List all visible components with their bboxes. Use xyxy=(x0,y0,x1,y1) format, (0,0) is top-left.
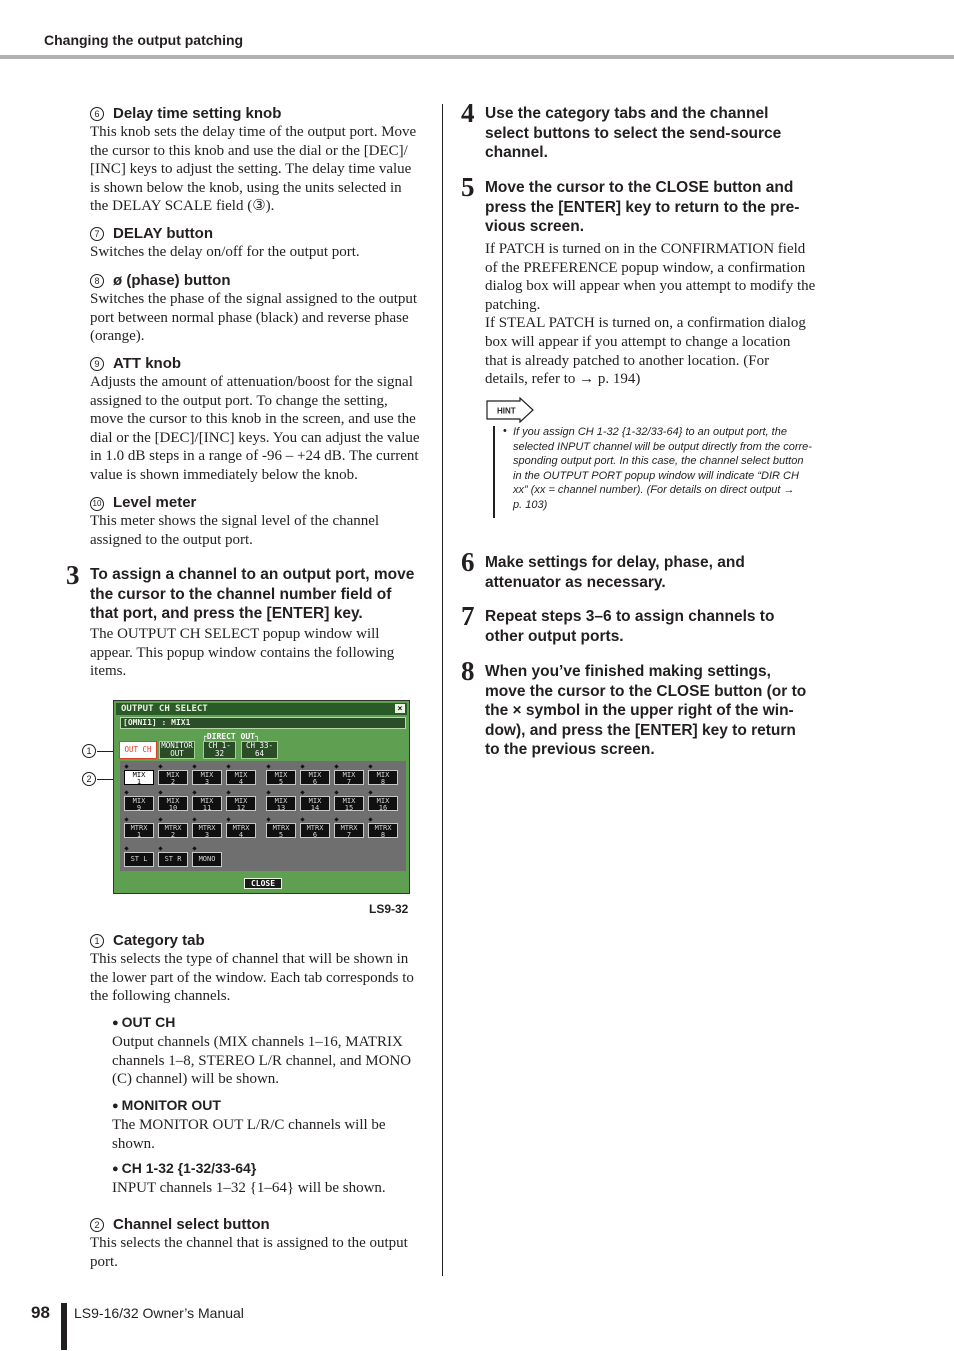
bullet-title: ● OUT CH xyxy=(112,1013,432,1032)
channel-dot xyxy=(124,764,128,768)
channel-select-button[interactable]: MIX 3 xyxy=(192,770,222,785)
step-3-title xyxy=(90,565,435,624)
item-title: Category tab xyxy=(113,932,205,949)
text-line: [INC] keys to adjust the setting. The delay time value xyxy=(90,161,412,178)
item-body xyxy=(90,950,430,1006)
channel-select-button[interactable]: MIX 2 xyxy=(158,770,188,785)
step-8-title xyxy=(485,662,825,760)
text-line: to the previous screen. xyxy=(485,741,655,758)
figure-caption: LS9-32 xyxy=(369,902,409,916)
item-1 xyxy=(90,931,430,1006)
text-line: the cursor to this knob and use the dial or the [DEC]/ xyxy=(90,142,408,159)
page-number: 98 xyxy=(31,1303,50,1322)
item-number: 1 xyxy=(90,934,104,948)
text-line: shown. xyxy=(112,1135,155,1152)
step-3-number: 3 xyxy=(66,560,80,590)
text-line: port. xyxy=(90,1253,118,1270)
step-4-title xyxy=(485,104,825,163)
window-title: OUTPUT CH SELECT xyxy=(116,703,407,715)
text-line: sponding output port. In this case, the channel select button xyxy=(513,455,804,468)
channel-dot xyxy=(192,846,196,850)
text-line: This meter shows the signal level of the channel xyxy=(90,513,380,529)
channel-dot xyxy=(124,817,128,821)
text-line: assigned to the output port. xyxy=(90,531,253,548)
channel-dot xyxy=(192,817,196,821)
channel-dot xyxy=(124,846,128,850)
step-3-body xyxy=(90,625,430,681)
item-number: 7 xyxy=(90,227,104,241)
text-line: INPUT channels 1–32 {1–64} will be shown. xyxy=(112,1180,386,1196)
text-line: Switches the phase of the signal assigned to the output xyxy=(90,291,418,307)
text-line: If STEAL PATCH is turned on, a confirmation dialog xyxy=(485,315,806,332)
item-body xyxy=(90,123,430,216)
channel-select-button[interactable]: MIX 10 xyxy=(158,796,188,811)
step-7-title xyxy=(485,607,825,646)
tab-out-ch[interactable]: OUT CH xyxy=(119,741,157,759)
item-number: 10 xyxy=(90,497,104,511)
channel-dot xyxy=(158,764,162,768)
step-4-number: 4 xyxy=(461,98,475,128)
text-line: vious screen. xyxy=(485,218,585,235)
channel-select-button[interactable]: MTRX 6 xyxy=(300,823,330,838)
text-line: dow), and press the [ENTER] key to return xyxy=(485,721,796,739)
channel-dot xyxy=(158,846,162,850)
channel-dot xyxy=(158,790,162,794)
text-line: The OUTPUT CH SELECT popup window will xyxy=(90,626,380,642)
text-line: Switches the delay on/off for the output port. xyxy=(90,244,360,260)
text-line: box will appear if you attempt to change a location xyxy=(485,333,791,350)
direct-out-label: ┌DIRECT OUT┐ xyxy=(202,732,260,741)
item-body xyxy=(90,1234,430,1271)
text-line: port between normal phase (black) and reverse phase xyxy=(90,309,409,326)
callout-1: 1 xyxy=(82,744,96,758)
hint-label: HINT xyxy=(497,406,516,416)
item-number: 6 xyxy=(90,107,104,121)
item-number: 9 xyxy=(90,357,104,371)
text-line: p. 103) xyxy=(513,498,548,511)
item-7 xyxy=(90,224,430,262)
channel-select-button[interactable]: MIX 13 xyxy=(266,796,296,811)
channel-dot xyxy=(226,817,230,821)
item-body xyxy=(90,243,430,262)
channel-dot xyxy=(266,817,270,821)
channel-dot xyxy=(368,764,372,768)
section-title: Changing the output patching xyxy=(44,32,244,48)
text-line: This selects the channel that is assigned to the output xyxy=(90,1235,408,1251)
text-line: move the cursor to this knob in the screen, and use the xyxy=(90,411,416,428)
hint-bullet: • xyxy=(503,425,507,437)
channel-select-button[interactable]: MTRX 1 xyxy=(124,823,154,838)
text-line: the DELAY SCALE field (③). xyxy=(90,198,275,215)
text-line: the lower part of the window. Each tab corresponds to xyxy=(90,969,414,986)
step-8-number: 8 xyxy=(461,656,475,686)
step-5-number: 5 xyxy=(461,172,475,202)
text-line: that port, and press the [ENTER] key. xyxy=(90,605,363,622)
item-9 xyxy=(90,354,430,485)
hint-icon xyxy=(486,397,536,423)
close-button[interactable]: CLOSE xyxy=(244,878,282,889)
text-line: items. xyxy=(90,663,127,680)
text-line: This selects the type of channel that will be shown in xyxy=(90,951,409,967)
channel-select-button[interactable]: MIX 1 xyxy=(124,770,154,785)
channel-select-button[interactable]: MIX 6 xyxy=(300,770,330,785)
text-line: is shown below the knob, using the units selected in xyxy=(90,179,402,196)
text-line: other output ports. xyxy=(485,627,624,645)
channel-select-button[interactable]: MIX 8 xyxy=(368,770,398,785)
channel-dot xyxy=(368,817,372,821)
tab-monitor-out[interactable]: MONITOR OUT xyxy=(159,741,195,759)
text-line: Repeat steps 3–6 to assign channels to xyxy=(485,608,775,625)
channel-dot xyxy=(266,790,270,794)
channel-dot xyxy=(192,764,196,768)
channel-dot xyxy=(192,790,196,794)
text-line: If you assign CH 1-32 {1-32/33-64} to an output port, the xyxy=(513,426,787,438)
channel-select-button[interactable]: MTRX 5 xyxy=(266,823,296,838)
text-line: selected INPUT channel will be output directly from the corre- xyxy=(513,440,812,453)
channel-dot xyxy=(226,790,230,794)
text-line: channels 1–8, STEREO L/R channel, and MONO xyxy=(112,1052,412,1069)
text-line: xx” (xx = channel number). (For details on direct output → xyxy=(513,484,795,497)
bullet-item xyxy=(112,1159,432,1198)
channel-select-button[interactable]: MIX 15 xyxy=(334,796,364,811)
step-5-body xyxy=(485,240,825,389)
channel-select-button[interactable]: MONO xyxy=(192,852,222,867)
text-line: To assign a channel to an output port, move xyxy=(90,566,415,583)
channel-select-button[interactable]: ST R xyxy=(158,852,188,867)
tab-ch-1-32[interactable]: CH 1-32 xyxy=(203,741,236,759)
output-ch-select-window xyxy=(113,700,410,894)
item-6 xyxy=(90,104,430,216)
text-line: value is shown immediately below the knob. xyxy=(90,466,358,483)
item-number: 8 xyxy=(90,274,104,288)
channel-select-button[interactable]: MTRX 4 xyxy=(226,823,256,838)
bullet-item xyxy=(112,1013,432,1089)
item-10 xyxy=(90,493,430,549)
item-title: ø (phase) button xyxy=(113,272,231,289)
header-rule xyxy=(0,55,954,59)
step-6-number: 6 xyxy=(461,547,475,577)
item-title: Channel select button xyxy=(113,1216,270,1233)
text-line: in 1.0 dB steps in a range of -96 – +24 dB. The current xyxy=(90,448,419,465)
channel-dot xyxy=(266,764,270,768)
footer-bar xyxy=(61,1303,67,1350)
text-line: select buttons to select the send-source xyxy=(485,124,782,142)
channel-select-button[interactable]: MIX 7 xyxy=(334,770,364,785)
text-line: attenuator as necessary. xyxy=(485,573,666,591)
channel-select-button[interactable]: ST L xyxy=(124,852,154,867)
channel-select-button[interactable]: MIX 5 xyxy=(266,770,296,785)
bullet-body xyxy=(112,1179,432,1198)
text-line: dialog box will appear when you attempt to modify the xyxy=(485,278,816,295)
item-body xyxy=(90,290,430,346)
channel-select-button[interactable]: MIX 11 xyxy=(192,796,222,811)
text-line: Use the category tabs and the channel xyxy=(485,105,769,122)
channel-select-button[interactable]: MTRX 3 xyxy=(192,823,222,838)
item-body xyxy=(90,512,430,549)
channel-select-button[interactable]: MTRX 7 xyxy=(334,823,364,838)
text-line: the cursor to the channel number field of xyxy=(90,585,392,603)
channel-dot xyxy=(158,817,162,821)
text-line: patching. xyxy=(485,296,541,313)
text-line: Move the cursor to the CLOSE button and xyxy=(485,179,794,196)
bullet-title: ● MONITOR OUT xyxy=(112,1096,432,1115)
channel-select-button[interactable]: MIX 12 xyxy=(226,796,256,811)
channel-dot xyxy=(300,764,304,768)
channel-dot xyxy=(300,817,304,821)
text-line: channel. xyxy=(485,144,548,161)
channel-dot xyxy=(334,790,338,794)
text-line: of the PREFERENCE popup window, a confirmation xyxy=(485,259,806,276)
channel-dot xyxy=(124,790,128,794)
text-line: the × symbol in the upper right of the win- xyxy=(485,702,794,719)
text-line: Make settings for delay, phase, and xyxy=(485,554,745,571)
channel-dot xyxy=(300,790,304,794)
hint-text xyxy=(513,425,823,513)
item-number: 2 xyxy=(90,1218,104,1232)
text-line: If PATCH is turned on in the CONFIRMATION field xyxy=(485,241,806,257)
text-line: The MONITOR OUT L/R/C channels will be xyxy=(112,1117,386,1133)
item-title: Level meter xyxy=(113,494,197,511)
bullet-item xyxy=(112,1096,432,1153)
item-8 xyxy=(90,271,430,346)
close-x-button[interactable]: × xyxy=(395,704,405,713)
step-5-title xyxy=(485,178,825,237)
column-divider xyxy=(442,104,443,1276)
text-line: (C) channel) will be shown. xyxy=(112,1071,280,1088)
item-body xyxy=(90,373,430,485)
item-title: ATT knob xyxy=(113,355,182,372)
item-2 xyxy=(90,1215,430,1271)
channel-select-button[interactable]: MIX 4 xyxy=(226,770,256,785)
channel-select-button[interactable]: MTRX 2 xyxy=(158,823,188,838)
text-line: move the cursor to the CLOSE button (or to xyxy=(485,682,807,700)
channel-dot xyxy=(368,790,372,794)
item-title: DELAY button xyxy=(113,225,213,242)
bullet-title: ● CH 1-32 {1-32/33-64} xyxy=(112,1159,432,1178)
text-line: press the [ENTER] key to return to the pre- xyxy=(485,198,800,216)
text-line: Output channels (MIX channels 1–16, MATRIX xyxy=(112,1034,403,1050)
text-line: (orange). xyxy=(90,328,145,345)
text-line: When you’ve finished making settings, xyxy=(485,663,771,680)
channel-select-button[interactable]: MTRX 8 xyxy=(368,823,398,838)
text-line: assigned to the output port. To change the setting, xyxy=(90,392,388,409)
channel-dot xyxy=(334,817,338,821)
tab-ch-33-64[interactable]: CH 33-64 xyxy=(241,741,278,759)
step-6-title xyxy=(485,553,825,592)
manual-title: LS9-16/32 Owner’s Manual xyxy=(74,1305,244,1321)
text-line: This knob sets the delay time of the output port. Move xyxy=(90,124,417,140)
hint-rule xyxy=(493,426,495,518)
channel-panel xyxy=(120,761,406,871)
channel-dot xyxy=(226,764,230,768)
step-7-number: 7 xyxy=(461,601,475,631)
channel-dot xyxy=(334,764,338,768)
channel-select-button[interactable]: MIX 16 xyxy=(368,796,398,811)
callout-2: 2 xyxy=(82,772,96,786)
channel-select-button[interactable]: MIX 9 xyxy=(124,796,154,811)
text-line: the following channels. xyxy=(90,988,231,1005)
item-title: Delay time setting knob xyxy=(113,105,282,122)
text-line: Adjusts the amount of attenuation/boost for the signal xyxy=(90,374,413,390)
bullet-body xyxy=(112,1033,432,1089)
text-line: details, refer to → p. 194) xyxy=(485,371,641,388)
channel-select-button[interactable]: MIX 14 xyxy=(300,796,330,811)
port-field: [OMNI1] : MIX1 xyxy=(120,717,406,729)
text-line: dial or the [DEC]/[INC] keys. You can adjust the value xyxy=(90,429,420,446)
text-line: that is already patched to another location. (For xyxy=(485,352,770,369)
text-line: in the OUTPUT PORT popup window will indicate “DIR CH xyxy=(513,469,799,482)
text-line: appear. This popup window contains the following xyxy=(90,644,395,661)
bullet-body xyxy=(112,1116,432,1153)
